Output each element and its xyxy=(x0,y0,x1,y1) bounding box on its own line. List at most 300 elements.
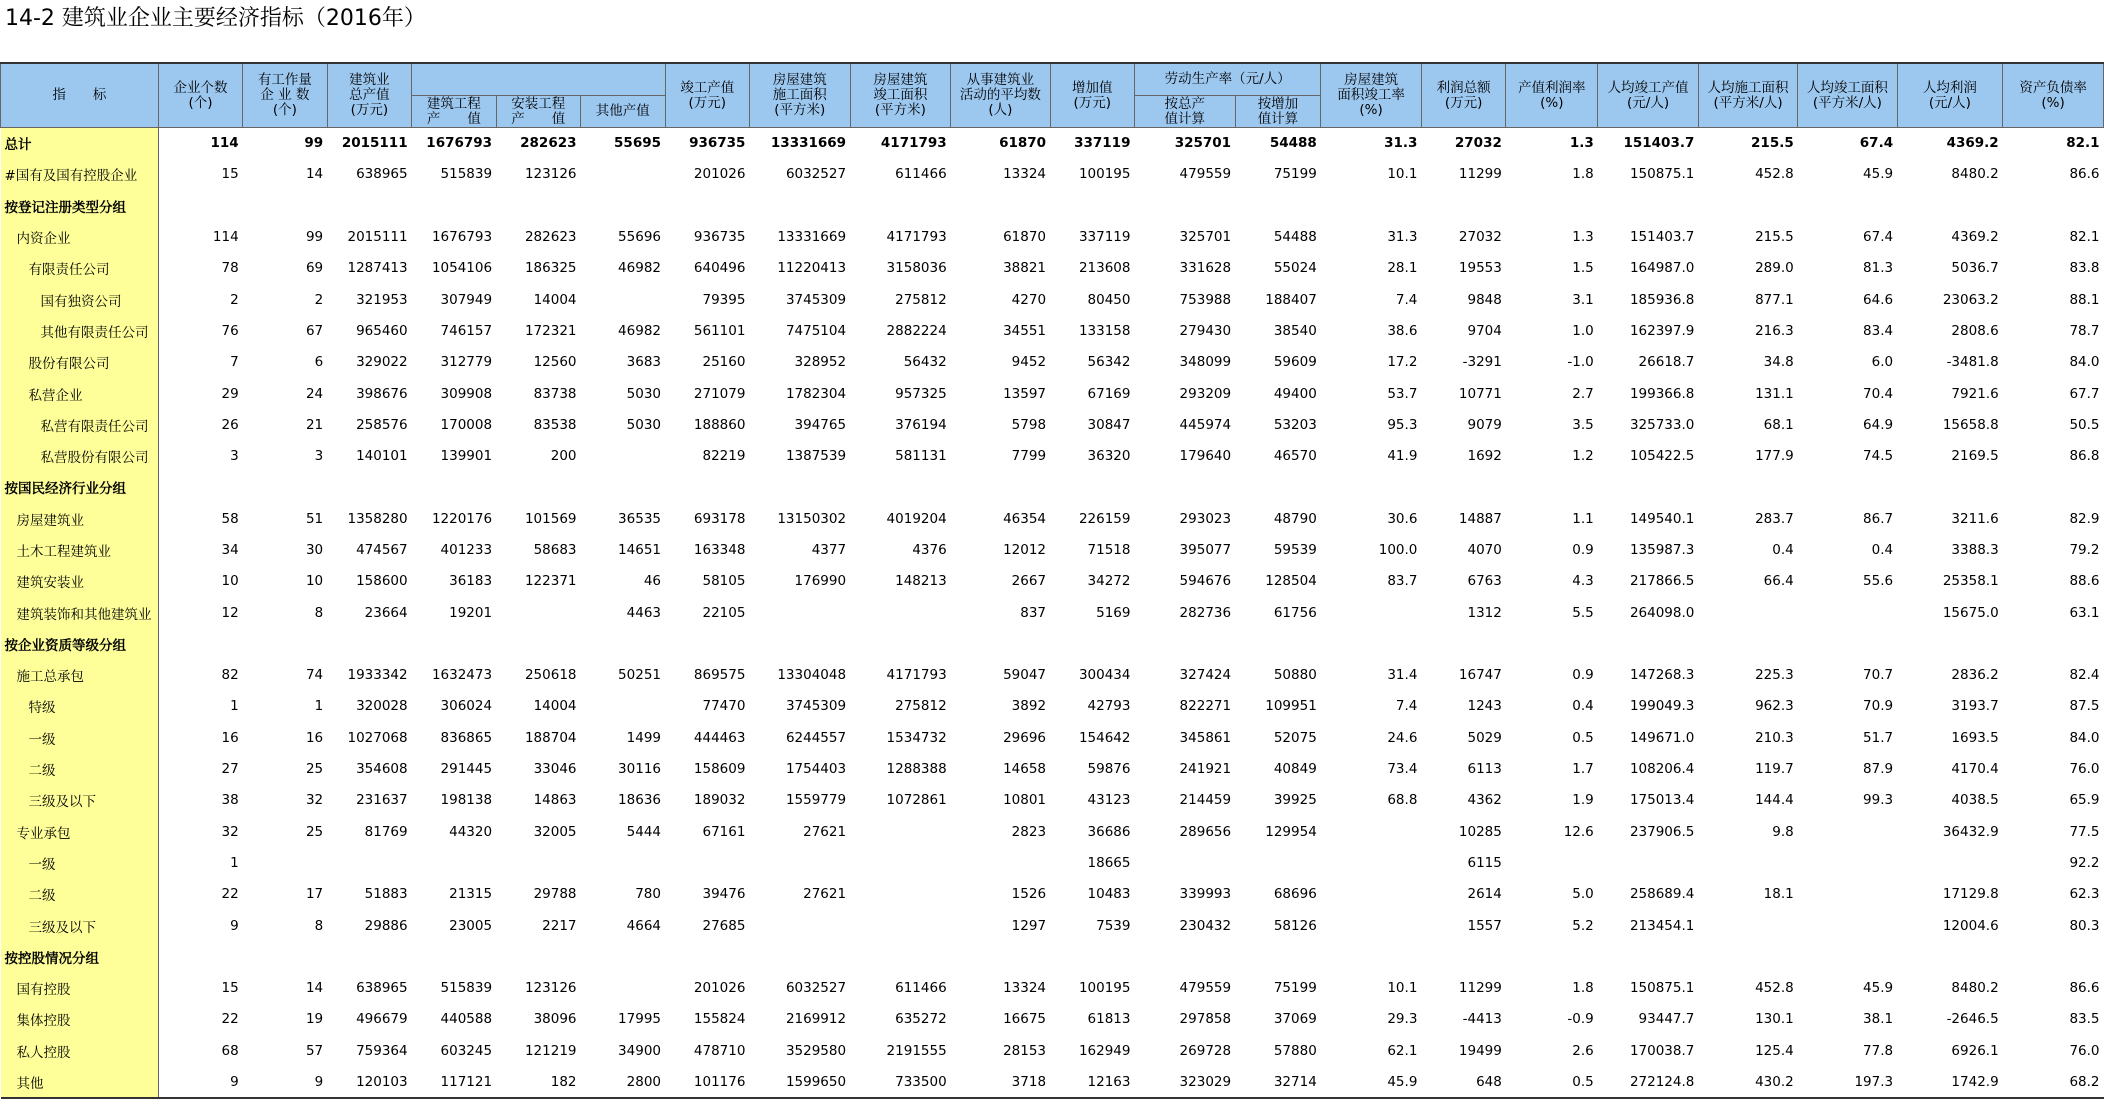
table-cell: 5030 xyxy=(626,416,661,433)
table-cell: 119.7 xyxy=(1755,761,1794,778)
table-cell: 79.2 xyxy=(2069,542,2100,558)
table-cell: 2191555 xyxy=(886,1042,947,1059)
table-cell: 34 xyxy=(221,542,239,558)
row-label: 总计 xyxy=(1,128,159,159)
table-cell: 175013.4 xyxy=(1629,792,1695,809)
table-cell: 323029 xyxy=(1134,1066,1235,1097)
table-cell xyxy=(412,190,496,221)
table-cell: 135987.3 xyxy=(1629,542,1695,558)
table-cell: 27621 xyxy=(803,823,847,840)
table-cell: 1243 xyxy=(1467,698,1502,715)
table-cell: 151403.7 xyxy=(1629,229,1695,246)
table-cell: 100.0 xyxy=(1378,542,1418,558)
table-cell xyxy=(496,597,580,628)
table-cell xyxy=(1598,628,1699,659)
table-cell: 226159 xyxy=(1078,510,1131,527)
row-label: 私人控股 xyxy=(1,1035,159,1066)
table-cell: 3745309 xyxy=(785,291,847,308)
table-cell: 3 xyxy=(314,448,324,465)
table-cell: 199366.8 xyxy=(1629,385,1695,402)
table-cell: 30116 xyxy=(618,761,661,778)
table-cell xyxy=(1421,941,1505,972)
table-cell: 5036.7 xyxy=(1951,260,1999,277)
table-cell: 272124.8 xyxy=(1598,1066,1699,1097)
table-cell: 25160 xyxy=(702,354,746,371)
table-cell: 6115 xyxy=(1467,854,1502,871)
table-cell: 28153 xyxy=(1003,1042,1047,1059)
table-cell: 36183 xyxy=(449,573,493,590)
table-cell: 44320 xyxy=(449,823,493,840)
table-cell xyxy=(2003,628,2104,659)
table-cell: 561101 xyxy=(693,322,746,339)
table-cell xyxy=(327,190,411,221)
table-cell xyxy=(749,597,850,628)
table-cell: 10483 xyxy=(1087,886,1131,903)
table-cell: 162949 xyxy=(1078,1042,1131,1059)
row-label: 按国民经济行业分组 xyxy=(1,472,159,503)
table-cell: 42793 xyxy=(1087,698,1131,715)
table-body xyxy=(1,128,2104,1098)
row-label: 房屋建筑业 xyxy=(1,503,159,534)
table-cell: 197.3 xyxy=(1798,1066,1897,1097)
table-cell: 7799 xyxy=(1011,448,1047,465)
table-row xyxy=(1,440,2104,471)
table-cell: 129954 xyxy=(1265,823,1317,840)
table-cell: 83.5 xyxy=(2069,1011,2100,1028)
table-cell: 39476 xyxy=(702,886,746,903)
table-cell: 57 xyxy=(305,1042,324,1059)
table-cell: 182 xyxy=(496,1066,580,1097)
table-cell xyxy=(1798,628,1897,659)
table-row xyxy=(1,879,2104,910)
table-cell xyxy=(412,628,496,659)
header-col: 按增加 值计算 xyxy=(1235,96,1321,128)
table-cell: 70.7 xyxy=(1863,667,1894,684)
table-cell: 9 xyxy=(230,917,239,934)
table-cell: 348099 xyxy=(1179,354,1232,371)
table-row xyxy=(1,1066,2104,1097)
table-cell: 58 xyxy=(221,510,239,527)
table-cell xyxy=(850,472,951,503)
table-cell: 100195 xyxy=(1078,980,1131,997)
table-cell: 79395 xyxy=(702,291,746,308)
table-cell: 213454.1 xyxy=(1629,917,1695,934)
table-cell: 68696 xyxy=(1273,886,1317,903)
row-label: 建筑装饰和其他建筑业 xyxy=(1,597,159,628)
table-cell: 99 xyxy=(305,229,324,246)
table-cell: 201026 xyxy=(693,166,746,183)
table-cell: 95.3 xyxy=(1387,416,1418,433)
table-cell: 48790 xyxy=(1273,510,1317,527)
table-cell: 13331669 xyxy=(777,229,847,246)
table-cell: 2614 xyxy=(1467,886,1502,903)
table-cell: 11299 xyxy=(1458,980,1502,997)
table-cell: 936735 xyxy=(689,135,746,152)
table-cell: -3291 xyxy=(1462,354,1502,371)
table-cell: 515839 xyxy=(440,980,493,997)
table-cell: 4377 xyxy=(811,542,847,558)
table-cell: 67 xyxy=(305,322,324,339)
table-cell: 50.5 xyxy=(2069,416,2100,433)
table-cell: 5029 xyxy=(1467,729,1502,746)
row-label: 土木工程建筑业 xyxy=(1,534,159,565)
table-cell: 158609 xyxy=(693,761,746,778)
table-cell xyxy=(1897,941,2003,972)
table-cell: 83.7 xyxy=(1387,573,1418,590)
table-cell xyxy=(412,941,496,972)
table-cell xyxy=(1134,941,1235,972)
table-cell: 1.7 xyxy=(1572,761,1594,778)
table-cell xyxy=(1798,847,1897,878)
table-cell: 148213 xyxy=(895,573,947,590)
row-label: 施工总承包 xyxy=(1,660,159,691)
table-cell: 51.7 xyxy=(1863,729,1894,746)
table-cell xyxy=(1235,190,1321,221)
table-cell: 5798 xyxy=(1011,416,1047,433)
table-cell xyxy=(951,628,1050,659)
table-cell: 21 xyxy=(305,416,324,433)
table-cell: 12560 xyxy=(533,354,577,371)
table-cell xyxy=(327,628,411,659)
table-cell: 7539 xyxy=(1096,917,1131,934)
table-cell: 4070 xyxy=(1467,542,1502,558)
table-cell: 0.5 xyxy=(1506,1066,1598,1097)
table-cell xyxy=(581,159,665,190)
table-cell: 27621 xyxy=(803,886,847,903)
table-cell: 16747 xyxy=(1458,667,1502,684)
table-cell xyxy=(1235,628,1321,659)
table-cell: 70.9 xyxy=(1863,698,1894,715)
table-cell: 2217 xyxy=(542,917,577,934)
row-label: 一级 xyxy=(1,722,159,753)
table-cell: 82.9 xyxy=(2069,510,2100,527)
header-col: 人均施工面积 (平方米/人) xyxy=(1698,63,1797,128)
table-cell: 479559 xyxy=(1179,166,1232,183)
row-label: 其他 xyxy=(1,1066,159,1097)
table-cell: 92.2 xyxy=(2069,854,2100,871)
header-blank-group xyxy=(412,63,665,96)
table-cell: 50251 xyxy=(618,667,661,684)
table-cell: 46570 xyxy=(1273,448,1317,465)
table-cell: 83538 xyxy=(533,416,577,433)
table-cell: 38096 xyxy=(533,1011,577,1028)
table-cell: 2.7 xyxy=(1572,385,1594,402)
table-cell xyxy=(1506,472,1598,503)
table-cell: 74 xyxy=(305,667,324,684)
table-cell: 158600 xyxy=(356,573,408,590)
table-cell xyxy=(1321,847,1422,878)
table-cell: 49400 xyxy=(1273,385,1317,402)
header-col: 利润总额 (万元) xyxy=(1421,63,1505,128)
table-cell: 325701 xyxy=(1174,135,1232,152)
table-cell: 59047 xyxy=(1003,667,1047,684)
table-cell: 61870 xyxy=(1003,229,1047,246)
table-cell: 2882224 xyxy=(886,322,947,339)
table-cell: 2800 xyxy=(581,1066,665,1097)
table-cell: 76.0 xyxy=(2069,761,2100,778)
table-cell: 61870 xyxy=(999,135,1047,152)
table-cell: 2808.6 xyxy=(1951,322,1999,339)
table-cell: 88.1 xyxy=(2069,291,2100,308)
header-col: 建筑工程 产 值 xyxy=(412,96,496,128)
table-cell: 73.4 xyxy=(1387,761,1418,778)
table-cell: 78.7 xyxy=(2069,322,2100,339)
table-cell: 33046 xyxy=(533,761,577,778)
table-cell: -1.0 xyxy=(1567,354,1594,371)
table-cell: 7.4 xyxy=(1395,291,1418,308)
table-cell: 6032527 xyxy=(785,980,847,997)
table-cell: 170038.7 xyxy=(1629,1042,1695,1059)
table-cell: 1072861 xyxy=(886,792,947,809)
table-cell: 965460 xyxy=(356,322,408,339)
table-cell: 444463 xyxy=(693,729,746,746)
table-cell: 45.9 xyxy=(1863,166,1894,183)
table-cell: 15658.8 xyxy=(1942,416,1999,433)
table-cell: 63.1 xyxy=(2069,604,2100,621)
table-cell: 10.1 xyxy=(1387,166,1418,183)
table-cell xyxy=(496,472,580,503)
table-cell: 41.9 xyxy=(1387,448,1418,465)
table-cell: 10771 xyxy=(1458,385,1502,402)
table-cell: 16 xyxy=(305,729,324,746)
table-cell: 213608 xyxy=(1078,260,1131,277)
table-cell: 10.1 xyxy=(1387,980,1418,997)
table-cell: 9848 xyxy=(1467,291,1502,308)
table-cell: 14004 xyxy=(533,698,577,715)
table-cell: 200 xyxy=(550,448,577,465)
table-cell xyxy=(1798,597,1897,628)
table-cell: 18665 xyxy=(1087,854,1131,871)
header-col: 房屋建筑 施工面积 (平方米) xyxy=(749,63,850,128)
table-cell xyxy=(1698,847,1797,878)
table-row xyxy=(1,597,2104,628)
table-cell: 14887 xyxy=(1458,510,1502,527)
table-cell: 12163 xyxy=(1050,1066,1134,1097)
table-cell: 452.8 xyxy=(1755,166,1794,183)
table-cell: 440588 xyxy=(440,1011,493,1028)
table-cell: 0.4 xyxy=(1871,542,1894,558)
table-cell: 603245 xyxy=(440,1042,493,1059)
table-cell: 9 xyxy=(158,1066,242,1097)
table-cell xyxy=(496,190,580,221)
table-row xyxy=(1,1004,2104,1035)
table-cell: 293023 xyxy=(1179,510,1232,527)
table-cell: 87.5 xyxy=(2069,698,2100,715)
table-cell: 279430 xyxy=(1179,322,1232,339)
table-cell: 638965 xyxy=(356,980,408,997)
table-cell: 21315 xyxy=(449,886,493,903)
table-cell: 291445 xyxy=(440,761,493,778)
table-cell: 46982 xyxy=(618,322,661,339)
table-cell xyxy=(1698,941,1797,972)
table-cell xyxy=(1506,190,1598,221)
table-cell: 93447.7 xyxy=(1638,1011,1695,1028)
table-cell: 51 xyxy=(305,510,324,527)
table-cell: 149540.1 xyxy=(1629,510,1695,527)
table-row xyxy=(1,691,2104,722)
table-cell: 150875.1 xyxy=(1629,980,1695,997)
table-cell: 189032 xyxy=(693,792,746,809)
table-cell xyxy=(951,190,1050,221)
table-row xyxy=(1,253,2104,284)
table-row xyxy=(1,159,2104,190)
table-cell xyxy=(1698,597,1797,628)
header-col: 竣工产值 (万元) xyxy=(665,63,749,128)
table-cell: 188860 xyxy=(693,416,746,433)
table-cell xyxy=(1421,190,1505,221)
table-cell: 2015111 xyxy=(341,135,408,152)
table-cell: 7.4 xyxy=(1395,698,1418,715)
table-cell: 19499 xyxy=(1458,1042,1502,1059)
table-cell: 114 xyxy=(210,135,239,152)
table-cell xyxy=(1897,847,2003,878)
table-cell: 139901 xyxy=(440,448,493,465)
table-cell: 198138 xyxy=(440,792,493,809)
table-cell: 5030 xyxy=(626,385,661,402)
table-cell xyxy=(158,628,242,659)
table-cell xyxy=(850,190,951,221)
table-row xyxy=(1,941,2104,972)
table-cell: 2823 xyxy=(1011,823,1047,840)
table-cell xyxy=(327,472,411,503)
table-cell: 30.6 xyxy=(1387,510,1418,527)
table-cell xyxy=(1798,816,1897,847)
table-cell: 8 xyxy=(314,917,324,934)
table-cell: 2.6 xyxy=(1572,1042,1594,1059)
table-cell: 258689.4 xyxy=(1629,886,1695,903)
table-cell: 86.6 xyxy=(2069,980,2100,997)
table-cell: 68.1 xyxy=(1763,416,1794,433)
table-cell: 936735 xyxy=(693,229,746,246)
table-cell: 275812 xyxy=(895,698,947,715)
table-cell: 131.1 xyxy=(1755,385,1794,402)
table-cell: 215.5 xyxy=(1755,229,1794,246)
table-cell xyxy=(412,847,496,878)
table-cell: 32714 xyxy=(1235,1066,1321,1097)
table-cell: 6926.1 xyxy=(1951,1042,1999,1059)
table-cell: 9704 xyxy=(1467,322,1502,339)
table-cell: 1742.9 xyxy=(1897,1066,2003,1097)
table-cell: 46 xyxy=(643,573,661,590)
table-cell: 123126 xyxy=(524,166,577,183)
header-col: 从事建筑业 活动的平均数 (人) xyxy=(951,63,1050,128)
table-cell: 275812 xyxy=(895,291,947,308)
table-cell: 15 xyxy=(221,166,239,183)
table-cell xyxy=(1506,941,1598,972)
table-cell: 2015111 xyxy=(347,229,408,246)
table-cell: 4369.2 xyxy=(1946,135,1999,152)
table-cell: 309908 xyxy=(440,385,493,402)
table-cell: 1358280 xyxy=(347,510,408,527)
table-cell: 733500 xyxy=(850,1066,951,1097)
table-cell xyxy=(850,816,951,847)
row-label: 按控股情况分组 xyxy=(1,941,159,972)
table-cell xyxy=(1321,190,1422,221)
table-cell: 430.2 xyxy=(1698,1066,1797,1097)
table-cell: 23005 xyxy=(449,917,493,934)
table-cell: 177.9 xyxy=(1755,448,1794,465)
header-col: 房屋建筑 竣工面积 (平方米) xyxy=(850,63,951,128)
table-cell: 11220413 xyxy=(777,260,847,277)
table-cell: 327424 xyxy=(1179,667,1232,684)
table-cell: 2 xyxy=(314,291,324,308)
table-cell: 1.0 xyxy=(1572,322,1594,339)
table-cell: 58683 xyxy=(533,542,577,558)
table-cell: 4170.4 xyxy=(1951,761,1999,778)
table-cell: 17995 xyxy=(618,1011,661,1028)
table-cell: 67.4 xyxy=(1859,135,1894,152)
row-label: 其他有限责任公司 xyxy=(1,315,159,346)
row-label: 按登记注册类型分组 xyxy=(1,190,159,221)
table-cell xyxy=(1798,190,1897,221)
table-cell: 1676793 xyxy=(431,229,493,246)
table-cell: 13331669 xyxy=(770,135,847,152)
table-cell: 337119 xyxy=(1074,135,1131,152)
table-cell: 55695 xyxy=(614,135,661,152)
table-cell: 38540 xyxy=(1273,322,1317,339)
table-cell: 68 xyxy=(221,1042,239,1059)
table-cell: 5.2 xyxy=(1572,917,1594,934)
table-cell: 61813 xyxy=(1087,1011,1131,1028)
table-cell: 230432 xyxy=(1179,917,1232,934)
header-col: 建筑业 总产值 (万元) xyxy=(327,63,411,128)
table-cell: 479559 xyxy=(1179,980,1232,997)
table-cell xyxy=(665,472,749,503)
table-cell xyxy=(1321,628,1422,659)
table-cell: 452.8 xyxy=(1755,980,1794,997)
table-cell: 836865 xyxy=(440,729,493,746)
table-cell: 269728 xyxy=(1179,1042,1232,1059)
table-cell: 822271 xyxy=(1179,698,1232,715)
table-cell xyxy=(1798,910,1897,941)
table-cell: 59609 xyxy=(1273,354,1317,371)
table-cell: 283.7 xyxy=(1755,510,1794,527)
table-cell xyxy=(581,941,665,972)
table-cell xyxy=(1050,190,1134,221)
table-row xyxy=(1,847,2104,878)
table-cell xyxy=(850,941,951,972)
table-cell: 8480.2 xyxy=(1951,166,1999,183)
table-cell: 99 xyxy=(304,135,324,152)
table-cell: 29 xyxy=(221,385,239,402)
table-cell: 693178 xyxy=(693,510,746,527)
table-cell: 36686 xyxy=(1087,823,1131,840)
table-cell: -4413 xyxy=(1462,1011,1502,1028)
table-cell xyxy=(749,941,850,972)
table-cell: 56432 xyxy=(903,354,947,371)
table-cell xyxy=(850,628,951,659)
table-cell: 36535 xyxy=(618,510,661,527)
table-cell: 130.1 xyxy=(1755,1011,1794,1028)
table-cell: 0.9 xyxy=(1572,542,1594,558)
table-cell: 1 xyxy=(230,854,239,871)
table-cell: 80450 xyxy=(1087,291,1131,308)
table-cell: 14651 xyxy=(618,542,661,558)
table-cell: 117121 xyxy=(412,1066,496,1097)
table-cell: 70.4 xyxy=(1863,385,1894,402)
table-row xyxy=(1,347,2104,378)
row-label: 二级 xyxy=(1,753,159,784)
table-cell: 13324 xyxy=(1003,980,1047,997)
table-cell xyxy=(1598,941,1699,972)
table-cell: 82.1 xyxy=(2069,229,2100,246)
row-label: 集体控股 xyxy=(1,1004,159,1035)
table-row xyxy=(1,722,2104,753)
table-cell: 282623 xyxy=(524,229,577,246)
table-cell: -2646.5 xyxy=(1946,1011,1999,1028)
header-col: 人均利润 (元/人) xyxy=(1897,63,2003,128)
table-cell: 55696 xyxy=(618,229,661,246)
